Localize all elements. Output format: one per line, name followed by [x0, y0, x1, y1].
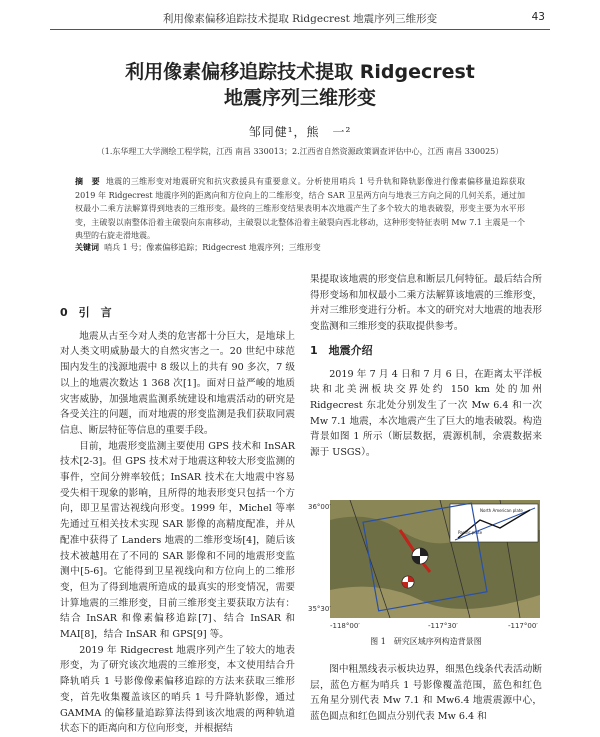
authors: 邹同健¹，熊 一² — [248, 125, 352, 139]
abstract-label: 摘 要 — [75, 177, 101, 186]
keywords-label: 关键词 — [75, 243, 99, 252]
section-heading-earthquake: 1 地震介绍 — [310, 343, 373, 357]
keywords-text: 哨兵 1 号；像素偏移追踪；Ridgecrest 地震序列；三维形变 — [104, 243, 321, 252]
paragraph: 地震从古至今对人类的危害都十分巨大，是地球上对人类文明威胁最大的自然灾害之一。20 世纪中球范围内发生的浅源地震中 8 级以上的共有 90 多次，7 级以上的地震次数达 1 368 次[1]。面对日益严峻的地质灾害威胁，加强地震监测系统建设和地震活动的研究是各受关注的问题，而对地震的形变监测是我们获取同震信息、断层特征等信息的重要手段。 — [60, 330, 295, 436]
lat-label: 36°00′ — [308, 503, 331, 511]
running-title: 利用像素偏移追踪技术提取 Ridgecrest 地震序列三维形变 — [162, 13, 438, 25]
inset-label: North American plate — [480, 508, 523, 513]
right-column-continued — [310, 662, 542, 725]
abstract — [75, 175, 525, 243]
figure-1-map — [330, 500, 540, 618]
abstract-text: 地震的三维形变对地震研究和抗灾救援具有重要意义。分析使用哨兵 1 号升轨和降轨影像进行像素偏移量追踪获取 2019 年 Ridgecrest 地震序列的距离向和方位向上的二维形变，结合 SAR 卫星两方向与地表三方向之间的几何关系，通过加权最小二乘方法解算得到地表的三维形变。最终的三维形变结果表明本次地震产生了多个较大的地表破裂，形变主要为水平形变，主破裂以南整体沿着主破裂向东南移动，主破裂以北整体沿着主破裂向西北移动，这种形变特征表明 Mw 7.1 主震是一个典型的右旋走滑地震。 — [75, 177, 526, 241]
paragraph: 2019 年 Ridgecrest 地震序列产生了较大的地表形变，为了研究该次地震的三维形变，本文使用结合升降轨哨兵 1 号影像像素偏移追踪的方法来获取三维形变，首先收集覆盖该区的哨兵 1 号升降轨影像，通过 GAMMA 的偏移量追踪算法得到该次地震的两种轨道状态下的距离向和方位向形变，并根据结 — [60, 644, 295, 735]
page-number: 43 — [531, 11, 545, 23]
lon-label: -117°30′ — [428, 622, 458, 630]
page-header — [0, 0, 600, 30]
inset-label-2: Pacific plate — [458, 530, 483, 535]
paragraph: 果提取该地震的形变信息和断层几何特征。最后结合所得形变场和加权最小二乘方法解算该地震的三维形变，并对三维形变进行分析。本文的研究对大地震的地表形变监测和三维形变的获取提供参考。 — [310, 274, 542, 333]
header-rule — [50, 29, 550, 30]
lon-label: -118°00′ — [330, 622, 360, 630]
article-title-line-2: 地震序列三维形变 — [223, 87, 376, 109]
lat-label: 35°30′ — [308, 605, 331, 613]
section-heading-intro: 0 引 言 — [60, 306, 112, 319]
paragraph: 目前，地震形变监测主要使用 GPS 技术和 InSAR 技术[2-3]。但 GPS 技术对于地震这种较大形变监测的事件，空间分辨率较低；InSAR 技术在大地震中容易受失相干现象的影响，且所得的地表形变只包括一个方向，即卫星雷达视线向形变。1999 年，Michel 等率先通过互相关技术实现 SAR 影像的高精度配准，并从配准中获得了 Landers 地震的二维形变场[4]，随后该技术被越用在了不同的 SAR 影像和不同的地震形变监测中[5-6]。它能得到卫星视线向和方位向上的二维形变，但为了得到地震所造成的最真实的形变情况，需要计算地震的三维形变，目前三维形变主要获取方法有：结合 InSAR 和像素偏移追踪[7]、结合 InSAR 和 MAI[8]，结合 InSAR 和 GPS[9] 等。 — [60, 440, 295, 641]
paragraph: 图中粗黑线表示板块边界，细黑色线条代表活动断层，蓝色方框为哨兵 1 号影像覆盖范围，蓝色和红色五角星分别代表 Mw 7.1 和 Mw6.4 地震震源中心，蓝色圆点和红色圆点分别代表 Mw 6.4 和 — [310, 664, 542, 723]
article-title-line-1: 利用像素偏移追踪技术提取 Ridgecrest — [125, 61, 475, 83]
figure-caption: 图 1 研究区域序列构造背景图 — [370, 637, 482, 646]
keywords — [75, 242, 525, 253]
left-column — [60, 305, 295, 737]
lon-label: -117°00′ — [508, 622, 538, 630]
affiliation: （1.东华理工大学测绘工程学院，江西 南昌 330013；2.江西省自然资源政策调查评估中心，江西 南昌 330025） — [96, 147, 504, 156]
tectonic-map — [330, 500, 540, 618]
paragraph: 2019 年 7 月 4 日和 7 月 6 日，在距离太平洋板块和北美洲板块交界处约 150 km 处的加州 Ridgecrest 东北处分别发生了一次 Mw 6.4 和一次 Mw 7.1 地震，本次地震产生了巨大的地表破裂。构造背景如图 1 所示（断层数据，震源机制，余震数据来源于 USGS）。 — [310, 368, 542, 459]
right-column — [310, 272, 542, 461]
